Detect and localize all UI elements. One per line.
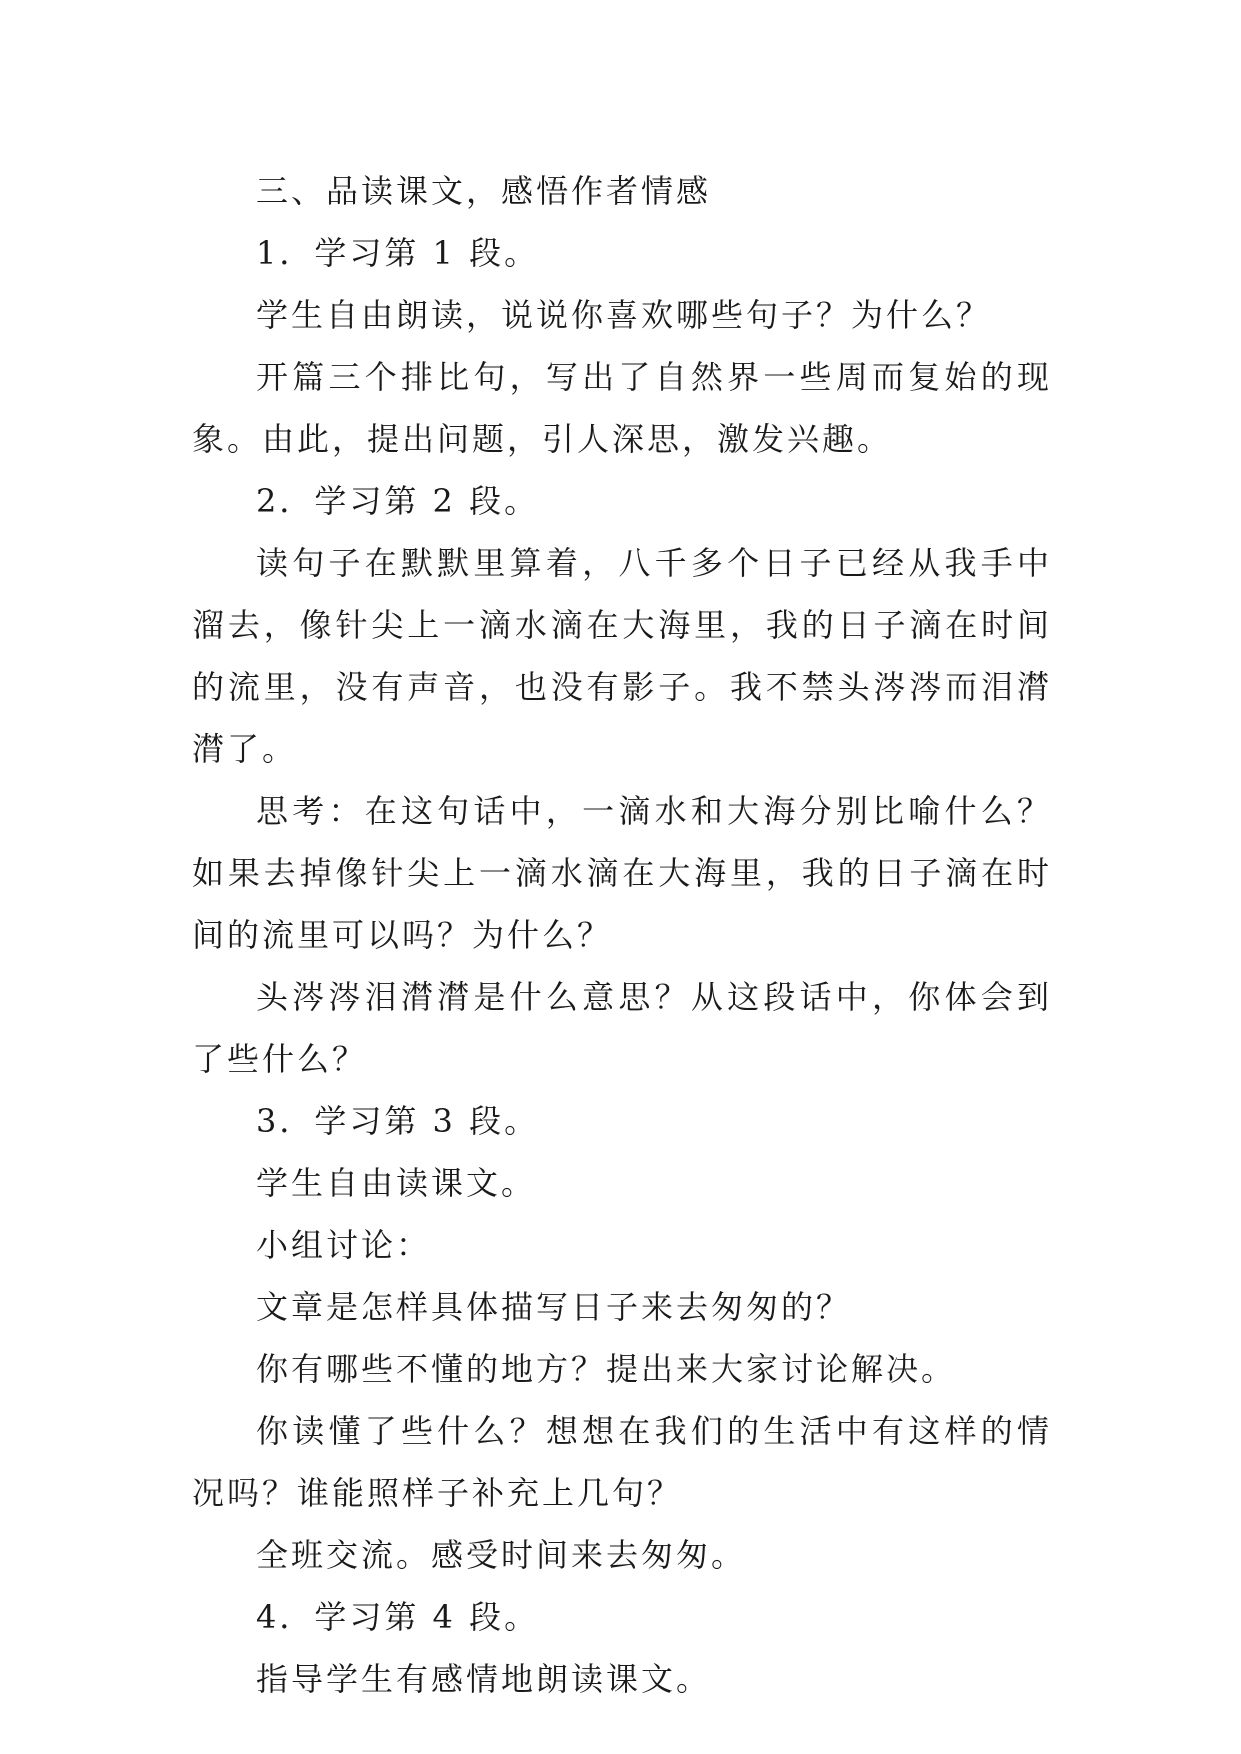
step-heading-2: 2．学习第 2 段。 [256, 482, 540, 520]
paragraph: 开篇三个排比句，写出了自然界一些周而复始的现象。由此，提出问题，引人深思，激发兴趣。 [192, 358, 1052, 458]
step-heading-3: 3．学习第 3 段。 [256, 1102, 540, 1140]
paragraph: 学生自由读课文。 [256, 1164, 537, 1202]
section-heading: 三、品读课文，感悟作者情感 [256, 172, 712, 210]
paragraph: 思考：在这句话中，一滴水和大海分别比喻什么？如果去掉像针尖上一滴水滴在大海里，我的日子滴在时间的流里可以吗？为什么？ [192, 792, 1052, 954]
document-body [192, 160, 1052, 1710]
paragraph: 指导学生有感情地朗读课文。 [256, 1660, 712, 1698]
step-heading-4: 4．学习第 4 段。 [256, 1598, 540, 1636]
paragraph: 全班交流。感受时间来去匆匆。 [256, 1536, 747, 1574]
paragraph: 读句子在默默里算着，八千多个日子已经从我手中溜去，像针尖上一滴水滴在大海里，我的日子滴在时间的流里，没有声音，也没有影子。我不禁头涔涔而泪潸潸了。 [192, 544, 1052, 768]
step-heading-1: 1．学习第 1 段。 [256, 234, 540, 272]
paragraph: 你有哪些不懂的地方？提出来大家讨论解决。 [256, 1350, 957, 1388]
paragraph: 你读懂了些什么？想想在我们的生活中有这样的情况吗？谁能照样子补充上几句？ [192, 1412, 1052, 1512]
paragraph: 学生自由朗读，说说你喜欢哪些句子？为什么？ [256, 296, 992, 334]
paragraph: 文章是怎样具体描写日子来去匆匆的？ [256, 1288, 852, 1326]
paragraph: 头涔涔泪潸潸是什么意思？从这段话中，你体会到了些什么？ [192, 978, 1052, 1078]
paragraph: 小组讨论： [256, 1226, 432, 1264]
